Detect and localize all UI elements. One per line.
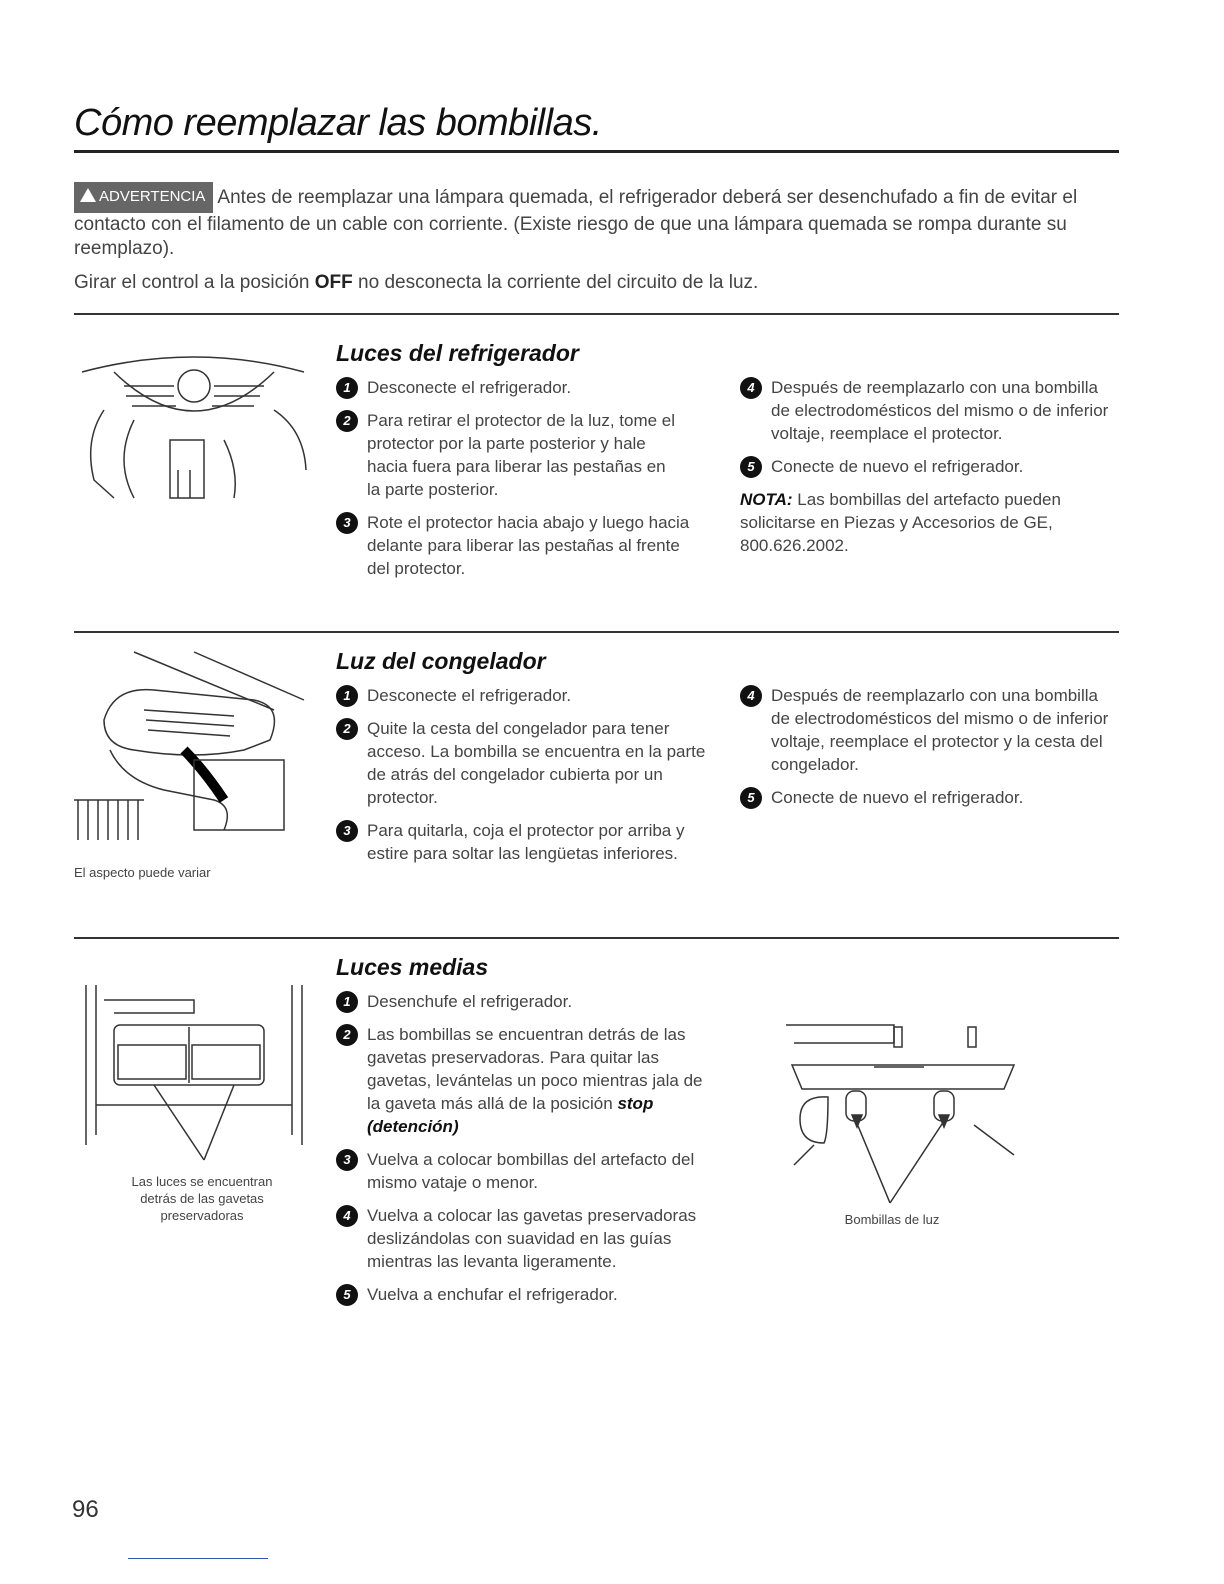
step-text: Las bombillas se encuentran detrás de las gavetas preservadoras. Para quitar las gavetas, levántelas un poco mientras jala de la gaveta más allá de la posición [367, 1025, 703, 1113]
title-divider [74, 150, 1119, 153]
step-text: Vuelva a colocar las gavetas preservadoras deslizándolas con suavidad en las guías mientras las levanta ligeramente. [367, 1206, 697, 1271]
step-text: Quite la cesta del congelador para tener acceso. La bombilla se encuentra en la parte de atrás del congelador cubierta por un protector. [367, 719, 706, 807]
step-number: 1 [336, 377, 358, 399]
list-item [336, 511, 716, 580]
section3-title: Luces medias [336, 954, 489, 980]
section1-steps-left [336, 376, 716, 590]
list-item [336, 376, 716, 399]
step-text: Para quitarla, coja el protector por arriba y estire para soltar las lengüetas inferiores. [367, 821, 685, 863]
step-number: 4 [740, 377, 762, 399]
section1-steps-right [740, 376, 1120, 557]
crisper-drawers-illustration [74, 955, 314, 1170]
list-item [740, 455, 1120, 478]
list-item [740, 376, 1120, 445]
list-item [336, 1023, 726, 1138]
light-bulbs-illustration [784, 995, 1024, 1210]
step-text: Desconecte el refrigerador. [367, 378, 572, 397]
section1-note [740, 488, 1100, 557]
off-note-before: Girar el control a la posición [74, 272, 315, 293]
footer-line [128, 1558, 268, 1559]
step-number: 1 [336, 685, 358, 707]
off-note-after: no desconecta la corriente del circuito de la luz. [352, 272, 759, 293]
note-label: NOTA: [740, 490, 793, 509]
step-number: 3 [336, 512, 358, 534]
step-number: 3 [336, 1149, 358, 1171]
warning-badge-label: ADVERTENCIA [99, 188, 206, 205]
section3-divider [74, 937, 1119, 939]
step-text: Conecte de nuevo el refrigerador. [771, 457, 1024, 476]
section3-steps [336, 990, 726, 1316]
step-number: 5 [740, 787, 762, 809]
list-item [336, 1148, 726, 1194]
step-text: Desenchufe el refrigerador. [367, 992, 573, 1011]
section2-divider [74, 631, 1119, 633]
section2-steps-left [336, 684, 726, 875]
warning-icon [80, 188, 96, 202]
section1-divider [74, 313, 1119, 315]
step-number: 3 [336, 820, 358, 842]
warning-badge [74, 182, 213, 213]
page-number: 96 [72, 1496, 99, 1523]
step-text: Conecte de nuevo el refrigerador. [771, 788, 1024, 807]
list-item [336, 1204, 726, 1273]
list-item [740, 786, 1120, 809]
stop-label: stop (detención) [367, 1094, 654, 1136]
section2-title: Luz del congelador [336, 648, 546, 674]
step-text: Rote el protector hacia abajo y luego hacia delante para liberar las pestañas al frente del protector. [367, 513, 690, 578]
step-number: 5 [740, 456, 762, 478]
step-number: 4 [740, 685, 762, 707]
step-text: Vuelva a enchufar el refrigerador. [367, 1285, 618, 1304]
step-text: Para retirar el protector de la luz, tome el protector por la parte posterior y hale hacia fuera para liberar las pestañas en la parte posterior. [367, 411, 676, 499]
page-title: Cómo reemplazar las bombillas. [74, 102, 602, 144]
section1-title: Luces del refrigerador [336, 340, 579, 366]
section3-left-caption: Las luces se encuentran detrás de las gavetas preservadoras [131, 1174, 273, 1223]
off-note-bold: OFF [314, 272, 353, 293]
warning-block [74, 182, 1119, 261]
list-item [336, 684, 726, 707]
warning-text: Antes de reemplazar una lámpara quemada, el refrigerador deberá ser desenchufado a fin de evitar el contacto con el filamento de un cable con corriente. (Existe riesgo de que una lámpara quemada se rompa durante su reemplazo). [74, 187, 1078, 259]
section3-right-caption: Bombillas de luz [844, 1212, 940, 1227]
step-number: 2 [336, 1024, 358, 1046]
list-item [336, 1283, 726, 1306]
step-number: 5 [336, 1284, 358, 1306]
list-item [336, 409, 716, 501]
section2-caption: El aspecto puede variar [74, 865, 211, 880]
refrigerator-light-illustration [74, 340, 312, 500]
note-text: Las bombillas del artefacto pueden solicitarse en Piezas y Accesorios de GE, 800.626.2002. [740, 490, 1061, 555]
list-item [336, 990, 726, 1013]
list-item [336, 819, 726, 865]
freezer-light-illustration [74, 650, 314, 840]
step-text: Vuelva a colocar bombillas del artefacto del mismo vataje o menor. [367, 1150, 695, 1192]
step-text: Desconecte el refrigerador. [367, 686, 572, 705]
step-number: 2 [336, 410, 358, 432]
step-number: 1 [336, 991, 358, 1013]
off-note [74, 272, 758, 294]
step-text: Después de reemplazarlo con una bombilla de electrodomésticos del mismo o de inferior voltaje, reemplace el protector. [771, 378, 1109, 443]
section2-steps-right [740, 684, 1120, 819]
step-number: 4 [336, 1205, 358, 1227]
step-text: Después de reemplazarlo con una bombilla de electrodomésticos del mismo o de inferior voltaje, reemplace el protector y la cesta del congelador. [771, 686, 1109, 774]
list-item [740, 684, 1120, 776]
step-number: 2 [336, 718, 358, 740]
list-item [336, 717, 726, 809]
